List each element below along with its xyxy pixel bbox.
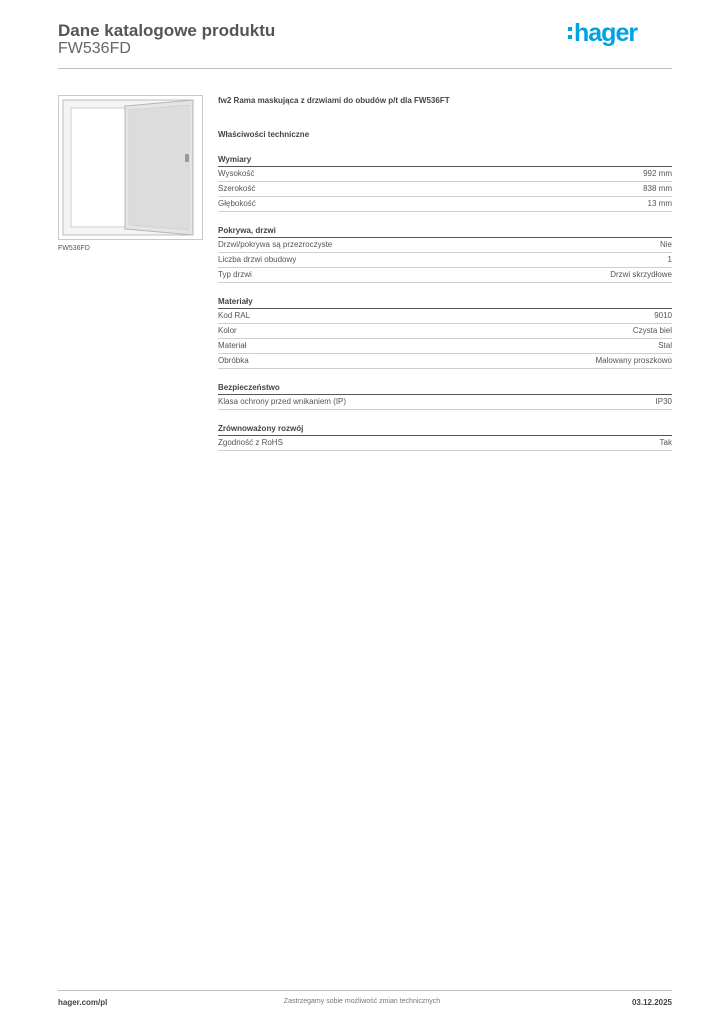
- property-row: [218, 197, 672, 212]
- property-row: [218, 436, 672, 451]
- section-materials: [218, 296, 672, 369]
- property-label: Typ drzwi: [218, 270, 252, 279]
- section-cover-door: [218, 225, 672, 283]
- property-label: Liczba drzwi obudowy: [218, 255, 297, 264]
- section-title: Wymiary: [218, 154, 672, 167]
- header-divider: [58, 68, 672, 69]
- property-label: Materiał: [218, 341, 247, 350]
- property-value: IP30: [655, 397, 672, 406]
- page-title: Dane katalogowe produktu: [58, 21, 276, 40]
- property-row: [218, 395, 672, 410]
- property-value: Tak: [659, 438, 672, 447]
- property-label: Drzwi/pokrywa są przezroczyste: [218, 240, 333, 249]
- property-value: 13 mm: [647, 199, 672, 208]
- property-value: Nie: [659, 240, 672, 249]
- svg-text:hager: hager: [574, 19, 638, 47]
- section-dimensions: [218, 154, 672, 212]
- image-caption: FW536FD: [58, 245, 90, 252]
- property-value: 838 mm: [643, 184, 672, 193]
- property-value: Drzwi skrzydłowe: [610, 270, 672, 279]
- property-value: 992 mm: [643, 169, 672, 178]
- property-label: Głębokość: [218, 199, 256, 208]
- property-row: [218, 253, 672, 268]
- section-safety: [218, 382, 672, 410]
- property-row: [218, 167, 672, 182]
- section-sustainability: [218, 423, 672, 451]
- property-label: Obróbka: [218, 356, 249, 365]
- property-label: Zgodność z RoHS: [218, 438, 283, 447]
- technical-properties-title: Właściwości techniczne: [218, 130, 310, 139]
- property-value: Malowany proszkowo: [595, 356, 672, 365]
- footer-divider: [58, 990, 672, 991]
- property-label: Kod RAL: [218, 311, 251, 320]
- product-code: FW536FD: [58, 40, 131, 57]
- property-row: [218, 339, 672, 354]
- property-label: Wysokość: [218, 169, 255, 178]
- hager-logo: [566, 17, 666, 49]
- product-description: fw2 Rama maskująca z drzwiami do obudów p/t dla FW536FT: [218, 96, 450, 105]
- property-value: 1: [667, 255, 672, 264]
- property-label: Kolor: [218, 326, 237, 335]
- section-title: Zrównoważony rozwój: [218, 423, 672, 436]
- property-value: Czysta biel: [632, 326, 672, 335]
- footer-website-link[interactable]: hager.com/pl: [58, 998, 108, 1007]
- property-row: [218, 324, 672, 339]
- footer-date: 03.12.2025: [631, 998, 672, 1007]
- property-label: Klasa ochrony przed wnikaniem (IP): [218, 397, 347, 406]
- product-image: [58, 95, 203, 240]
- property-label: Szerokość: [218, 184, 256, 193]
- product-details: [218, 95, 672, 451]
- section-title: Bezpieczeństwo: [218, 382, 672, 395]
- section-title: Pokrywa, drzwi: [218, 225, 672, 238]
- property-value: 9010: [654, 311, 672, 320]
- footer-disclaimer: Zastrzegamy sobie możliwość zmian technicznych: [283, 998, 441, 1005]
- section-title: Materiały: [218, 296, 672, 309]
- property-row: [218, 354, 672, 369]
- property-row: [218, 182, 672, 197]
- property-value: Stal: [658, 341, 672, 350]
- property-row: [218, 309, 672, 324]
- property-row: [218, 268, 672, 283]
- property-row: [218, 238, 672, 253]
